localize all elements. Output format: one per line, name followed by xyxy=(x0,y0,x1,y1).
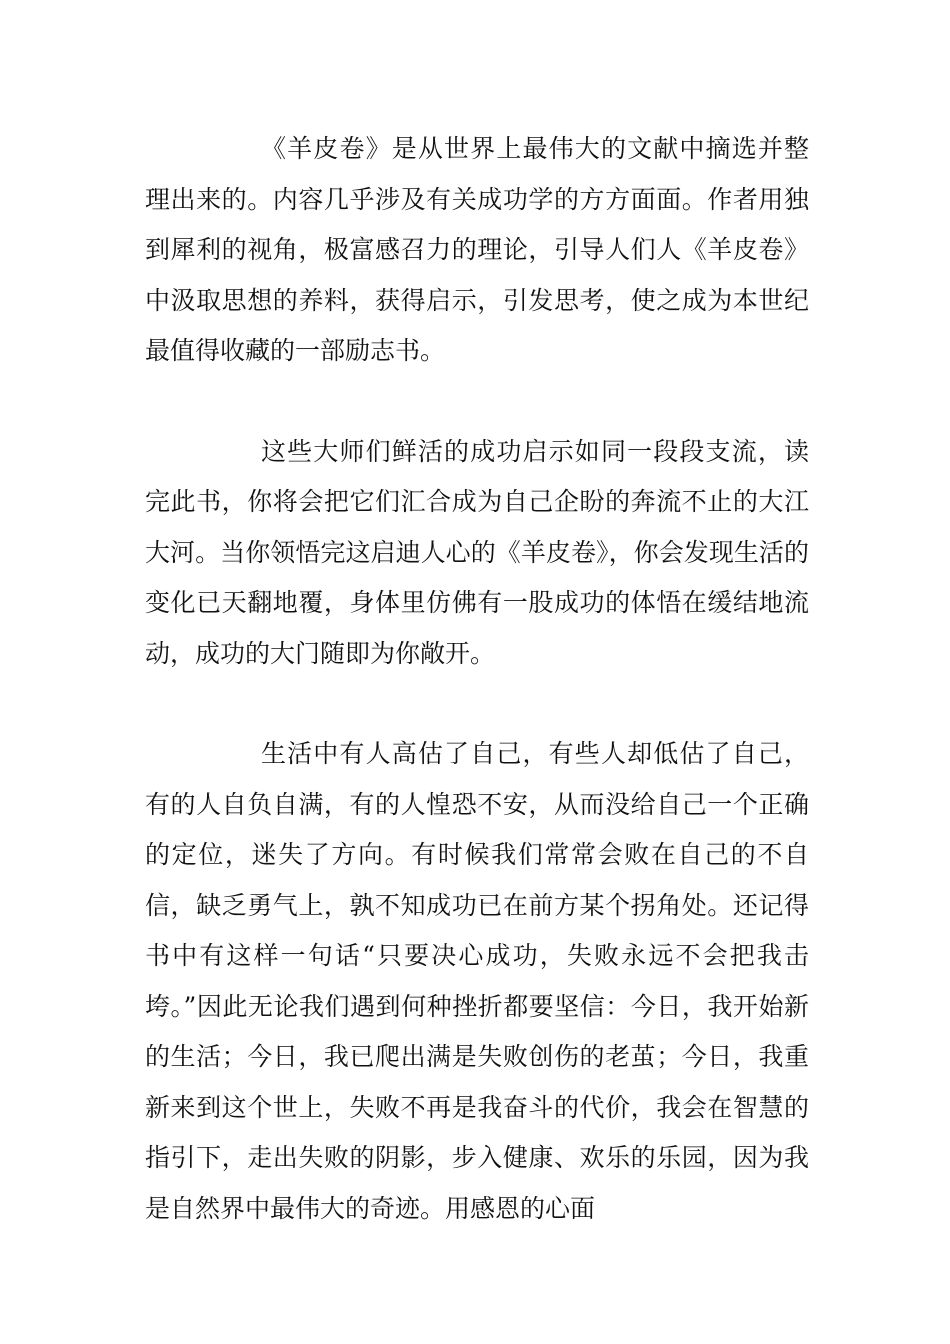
paragraph-1: 《羊皮卷》是从世界上最伟大的文献中摘选并整理出来的。内容几乎涉及有关成功学的方方面面。作者用独到犀利的视角，极富感召力的理论，引导人们人《羊皮卷》中汲取思想的养料，获得启示，引发思考，使之成为本世纪最值得收藏的一部励志书。 xyxy=(145,134,809,365)
paragraph-3: 生活中有人高估了自己，有些人却低估了自己，有的人自负自满，有的人惶恐不安，从而没给自己一个正确的定位，迷失了方向。有时候我们常常会败在自己的不自信，缺乏勇气上，孰不知成功已在前方某个拐角处。还记得书中有这样一句话“只要决心成功，失败永远不会把我击垮。”因此无论我们遇到何种挫折都要坚信：今日，我开始新的生活；今日，我已爬出满是失败创伤的老茧；今日，我重新来到这个世上，失败不再是我奋斗的代价，我会在智慧的指引下，走出失败的阴影，步入健康、欢乐的乐园，因为我是自然界中最伟大的奇迹。用感恩的心面 xyxy=(145,739,809,1223)
document-body xyxy=(145,124,809,1234)
paragraph-2: 这些大师们鲜活的成功启示如同一段段支流，读完此书，你将会把它们汇合成为自己企盼的奔流不止的大江大河。当你领悟完这启迪人心的《羊皮卷》，你会发现生活的变化已天翻地覆，身体里仿佛有一股成功的体悟在缓结地流动，成功的大门随即为你敞开。 xyxy=(145,436,809,668)
